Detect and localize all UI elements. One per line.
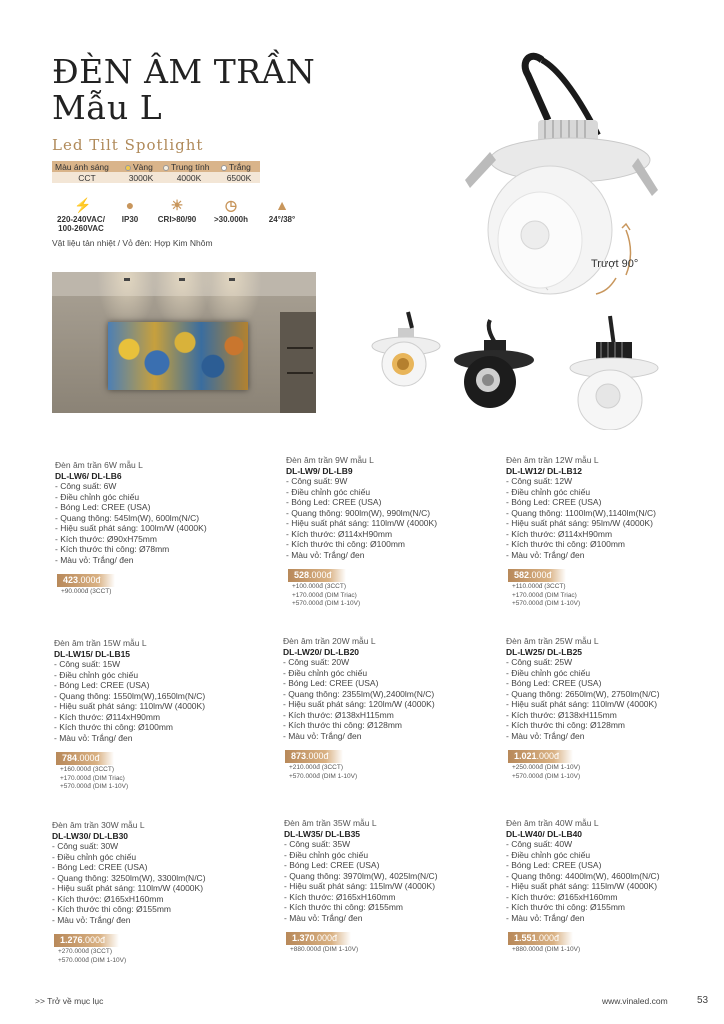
price-option: +880.000đ (DIM 1-10V) — [512, 946, 581, 953]
spec-icons — [52, 198, 322, 238]
price-option: +570.000đ (DIM 1-10V) — [58, 956, 127, 964]
rotate-arrow-down — [596, 278, 616, 294]
back-to-contents-link[interactable]: >> Trở về mục lục — [35, 996, 104, 1006]
product-name: Đèn âm trần 9W mẫu L — [286, 455, 374, 465]
website-link[interactable]: www.vinaled.com — [602, 996, 668, 1006]
product-card: Đèn âm trần 6W mẫu L DL-LW6/ DL-LB6 - Công suất: 6W - Điều chỉnh góc chiếu - Bóng Led: CREE (USA) - Quang thông: 545lm(W), 600lm(N/C) - Hiệu suất phát sáng: 100lm/W (4000K) - Kích thước: Ø90xH75mm - Kích thước thi công: Ø78mm - Màu vỏ: Trắng/ đen 423.000đ +90.000đ (3CCT) — [55, 460, 207, 595]
price-tag: 1.370.000đ — [286, 932, 351, 945]
cct-table: Màu ánh sáng Vàng Trung tính Trắng CCT 3000K 4000K 6500K — [52, 161, 260, 183]
product-name: Đèn âm trần 35W mẫu L — [284, 818, 377, 828]
price-option: +90.000đ (3CCT) — [61, 588, 112, 595]
price-option: +880.000đ (DIM 1-10V) — [290, 946, 359, 953]
price-tag: 423.000đ — [57, 574, 115, 587]
product-name: Đèn âm trần 30W mẫu L — [52, 820, 145, 830]
spec-ip: ● IP30 — [121, 197, 139, 224]
small-black-spotlight-image — [454, 320, 534, 408]
product-name: Đèn âm trần 12W mẫu L — [506, 455, 599, 465]
price-tag: 582.000đ — [508, 569, 566, 582]
spec-cri: ☀ CRI>80/90 — [157, 197, 197, 224]
gallery-photo — [52, 272, 316, 413]
rotate-label: Trượt 90° — [591, 258, 639, 270]
warm-dot-icon — [125, 165, 131, 171]
product-name: Đèn âm trần 25W mẫu L — [506, 636, 599, 646]
price-option: +170.000đ (DIM Triac) — [512, 591, 577, 599]
product-code: DL-LW12/ DL-LB12 — [506, 465, 583, 476]
price-tag: 1.551.000đ — [508, 932, 573, 945]
price-option: +210.000đ (3CCT) — [289, 764, 344, 771]
lightning-icon: ⚡ — [74, 197, 92, 213]
price-tag: 784.000đ — [56, 752, 114, 765]
product-code: DL-LW35/ DL-LB35 — [284, 828, 361, 839]
product-name: Đèn âm trần 40W mẫu L — [506, 818, 599, 828]
product-card: Đèn âm trần 40W mẫu L DL-LW40/ DL-LB40 - Công suất: 40W - Điều chỉnh góc chiếu - Bóng Led: CREE (USA) - Quang thông: 4400lm(W), 4600lm(N/C) - Hiệu suất phát sáng: 115lm/W (4000K) - Kích thước: Ø165xH160mm - Kích thước thi công: Ø155mm - Màu vỏ: Trắng/ đen 1.551.000đ +880.000đ (DIM 1-10V) — [506, 818, 660, 953]
price-option: +570.000đ (DIM 1-10V) — [292, 600, 361, 607]
spec-beam-angle: ▲ 24°/38° — [268, 197, 296, 224]
price-option: +570.000đ (DIM 1-10V) — [512, 600, 581, 607]
product-code: DL-LW30/ DL-LB30 — [52, 830, 129, 841]
price-tag: 873.000đ — [285, 750, 343, 763]
price-option: +570.000đ (DIM 1-10V) — [289, 772, 358, 780]
spec-voltage: ⚡ 220-240VAC/ 100-260VAC — [57, 197, 105, 233]
product-code: DL-LW9/ DL-LB9 — [286, 465, 353, 476]
product-card: Đèn âm trần 30W mẫu L DL-LW30/ DL-LB30 - Công suất: 30W - Điều chỉnh góc chiếu - Bóng Led: CREE (USA) - Quang thông: 3250lm(W), 3300lm(N/C) - Hiệu suất phát sáng: 110lm/W (4000K) - Kích thước: Ø165xH160mm - Kích thước thi công: Ø155mm - Màu vỏ: Trắng/ đen 1.276.000đ +270.000đ (3CCT) +570.000đ (DIM 1-10V) — [52, 820, 206, 964]
page-subtitle: Led Tilt Spotlight — [52, 136, 204, 154]
product-code: DL-LW15/ DL-LB15 — [54, 648, 131, 659]
neutral-dot-icon — [163, 165, 169, 171]
product-card: Đèn âm trần 12W mẫu L DL-LW12/ DL-LB12 - Công suất: 12W - Điều chỉnh góc chiếu - Bóng Led: CREE (USA) - Quang thông: 1100lm(W),1140lm(N/C) - Hiệu suất phát sáng: 95lm/W (4000K) - Kích thước: Ø114xH90mm - Kích thước thi công: Ø100mm - Màu vỏ: Trắng/ đen 582.000đ +110.000đ (3CCT) +170.000đ (DIM Triac) +570.000đ (DIM 1-10V) — [506, 455, 656, 607]
sun-icon: ☀ — [170, 197, 184, 213]
spec-lifetime: ◷ >30.000h — [213, 197, 249, 224]
product-card: Đèn âm trần 20W mẫu L DL-LW20/ DL-LB20 - Công suất: 20W - Điều chỉnh góc chiếu - Bóng Led: CREE (USA) - Quang thông: 2355lm(W),2400lm(N/C) - Hiệu suất phát sáng: 120lm/W (4000K) - Kích thước: Ø138xH115mm - Kích thước thi công: Ø128mm - Màu vỏ: Trắng/ đen 873.000đ +210.000đ (3CCT) +570.000đ (DIM 1-10V) — [283, 636, 435, 780]
abstract-painting — [108, 322, 248, 390]
product-code: DL-LW25/ DL-LB25 — [506, 646, 583, 657]
price-option: +570.000đ (DIM 1-10V) — [512, 772, 581, 780]
price-option: +250.000đ (DIM 1-10V) — [512, 764, 581, 771]
price-option: +110.000đ (3CCT) — [512, 583, 566, 590]
white-dot-icon — [221, 165, 227, 171]
small-tilted-spotlight-image — [570, 316, 658, 430]
page-title: ĐÈN ÂM TRẦN Mẫu L — [52, 52, 316, 127]
price-option: +170.000đ (DIM Triac) — [60, 774, 125, 782]
price-tag: 1.021.000đ — [508, 750, 573, 763]
product-code: DL-LW6/ DL-LB6 — [55, 470, 122, 481]
page-number: 53 — [697, 995, 709, 1006]
price-option: +100.000đ (3CCT) — [292, 583, 347, 590]
product-code: DL-LW20/ DL-LB20 — [283, 646, 360, 657]
price-option: +570.000đ (DIM 1-10V) — [60, 783, 129, 790]
product-name: Đèn âm trần 20W mẫu L — [283, 636, 376, 646]
water-drop-icon: ● — [125, 197, 135, 213]
price-tag: 1.276.000đ — [54, 934, 119, 947]
product-name: Đèn âm trần 6W mẫu L — [55, 460, 143, 470]
product-card: Đèn âm trần 15W mẫu L DL-LW15/ DL-LB15 - Công suất: 15W - Điều chỉnh góc chiếu - Bóng Led: CREE (USA) - Quang thông: 1550lm(W),1650lm(N/C) - Hiệu suất phát sáng: 110lm/W (4000K) - Kích thước: Ø114xH90mm - Kích thước thi công: Ø100mm - Màu vỏ: Trắng/ đen 784.000đ +160.000đ (3CCT) +170.000đ (DIM Triac) +570.000đ (DIM 1-10V) — [54, 638, 206, 790]
product-images — [370, 40, 670, 430]
price-option: +270.000đ (3CCT) — [58, 948, 113, 955]
price-option: +160.000đ (3CCT) — [60, 766, 115, 773]
cct-header-label: Màu ánh sáng — [52, 161, 122, 172]
product-card: Đèn âm trần 25W mẫu L DL-LW25/ DL-LB25 - Công suất: 25W - Điều chỉnh góc chiếu - Bóng Led: CREE (USA) - Quang thông: 2650lm(W), 2750lm(N/C) - Hiệu suất phát sáng: 110lm/W (4000K) - Kích thước: Ø138xH115mm - Kích thước thi công: Ø128mm - Màu vỏ: Trắng/ đen 1.021.000đ +250.000đ (DIM 1-10V) +570.000đ (DIM 1-10V) — [506, 636, 660, 780]
price-tag: 528.000đ — [288, 569, 346, 582]
product-name: Đèn âm trần 15W mẫu L — [54, 638, 147, 648]
product-code: DL-LW40/ DL-LB40 — [506, 828, 583, 839]
material-text: Vật liệu tản nhiệt / Vỏ đèn: Hợp Kim Nhôm — [52, 238, 213, 248]
clock-icon: ◷ — [224, 197, 238, 213]
beam-angle-icon: ▲ — [275, 197, 289, 213]
small-white-spotlight-image — [372, 312, 440, 386]
price-option: +170.000đ (DIM Triac) — [292, 591, 357, 599]
product-card: Đèn âm trần 9W mẫu L DL-LW9/ DL-LB9 - Công suất: 9W - Điều chỉnh góc chiếu - Bóng Led: CREE (USA) - Quang thông: 900lm(W), 990lm(N/C) - Hiệu suất phát sáng: 110lm/W (4000K) - Kích thước: Ø114xH90mm - Kích thước thi công: Ø100mm - Màu vỏ: Trắng/ đen 528.000đ +100.000đ (3CCT) +170.000đ (DIM Triac) +570.000đ (DIM 1-10V) — [286, 455, 438, 607]
product-card: Đèn âm trần 35W mẫu L DL-LW35/ DL-LB35 - Công suất: 35W - Điều chỉnh góc chiếu - Bóng Led: CREE (USA) - Quang thông: 3970lm(W), 4025lm(N/C) - Hiệu suất phát sáng: 115lm/W (4000K) - Kích thước: Ø165xH160mm - Kích thước thi công: Ø155mm - Màu vỏ: Trắng/ đen 1.370.000đ +880.000đ (DIM 1-10V) — [284, 818, 438, 953]
